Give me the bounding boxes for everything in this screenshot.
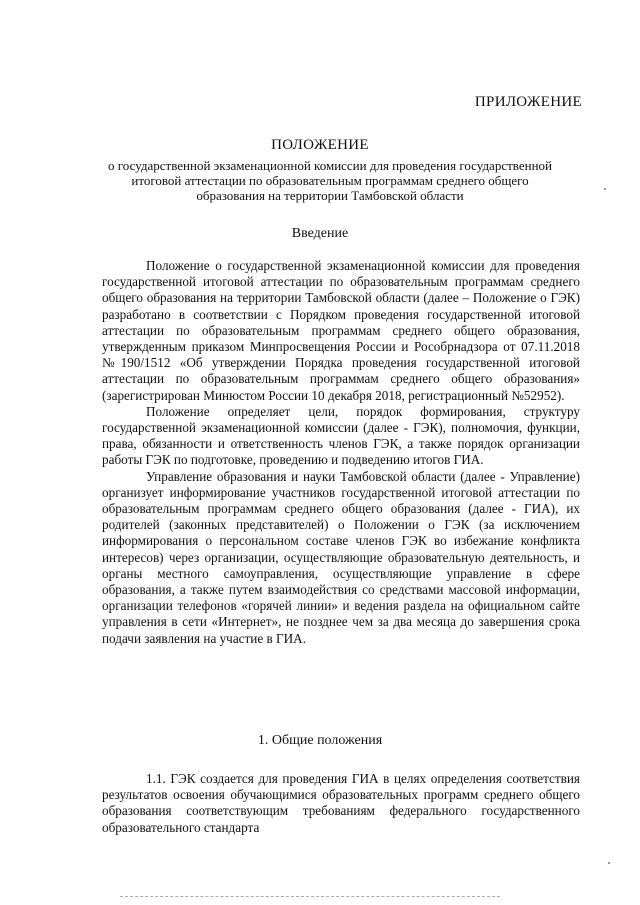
- paragraph: 1.1. ГЭК создается для проведения ГИА в целях определения соответствия результатов освоения обучающимися образовательных программ среднего общего образования соответствующим требованиям федерального государственного образовательного стандарта: [102, 771, 580, 835]
- paragraph: Положение определяет цели, порядок формирования, структуру государственной экзаменационной комиссии (далее - ГЭК), полномочия, функции, права, обязанности и ответственность членов ГЭК, а также порядок организации работы ГЭК по подготовке, проведению и подведению итогов ГИА.: [102, 403, 580, 468]
- intro-body: [102, 258, 580, 647]
- scan-artifact: [120, 896, 500, 897]
- section-body: [102, 771, 580, 836]
- section-heading: 1. Общие положения: [257, 733, 383, 748]
- scan-artifact: [608, 862, 610, 864]
- appendix-label: ПРИЛОЖЕНИЕ: [474, 94, 582, 110]
- scan-artifact: [604, 188, 606, 190]
- document-subtitle: о государственной экзаменационной комиссии для проведения государственной итоговой аттестации по образовательным программам среднего общего образования на территории Тамбовской области: [108, 158, 552, 203]
- paragraph: Управление образования и науки Тамбовской области (далее - Управление) организует информирование участников государственной итоговой аттестации по образовательным программам среднего общего образования (далее - ГИА), их родителей (законных представителей) о Положении о ГЭК (за исключением информирования о персональном составе членов ГЭК во избежание конфликта интересов) через организации, осуществляющие образовательную деятельность, и органы местного самоуправления, осуществляющие управление в сфере образования, а также путем взаимодействия со средствами массовой информации, организации телефонов «горячей линии» и ведения раздела на официальном сайте управления в сети «Интернет», не позднее чем за два месяца до завершения срока подачи заявления на участие в ГИА.: [102, 468, 580, 646]
- paragraph: Положение о государственной экзаменационной комиссии для проведения государственной итоговой аттестации по образовательным программам среднего общего образования на территории Тамбовской области (далее – Положение о ГЭК) разработано в соответствии с Порядком проведения государственной итоговой аттестации по образовательным программам среднего общего образования, утвержденным приказом Минпросвещения России и Рособрнадзора от 07.11.2018 №190/1512 «Об утверждении Порядка проведения государственной итоговой аттестации по образовательным программам среднего общего образования» (зарегистрирован Минюстом России 10 декабря 2018, регистрационный №52952).: [102, 258, 580, 403]
- document-title: ПОЛОЖЕНИЕ: [271, 137, 369, 153]
- intro-heading: Введение: [291, 226, 349, 241]
